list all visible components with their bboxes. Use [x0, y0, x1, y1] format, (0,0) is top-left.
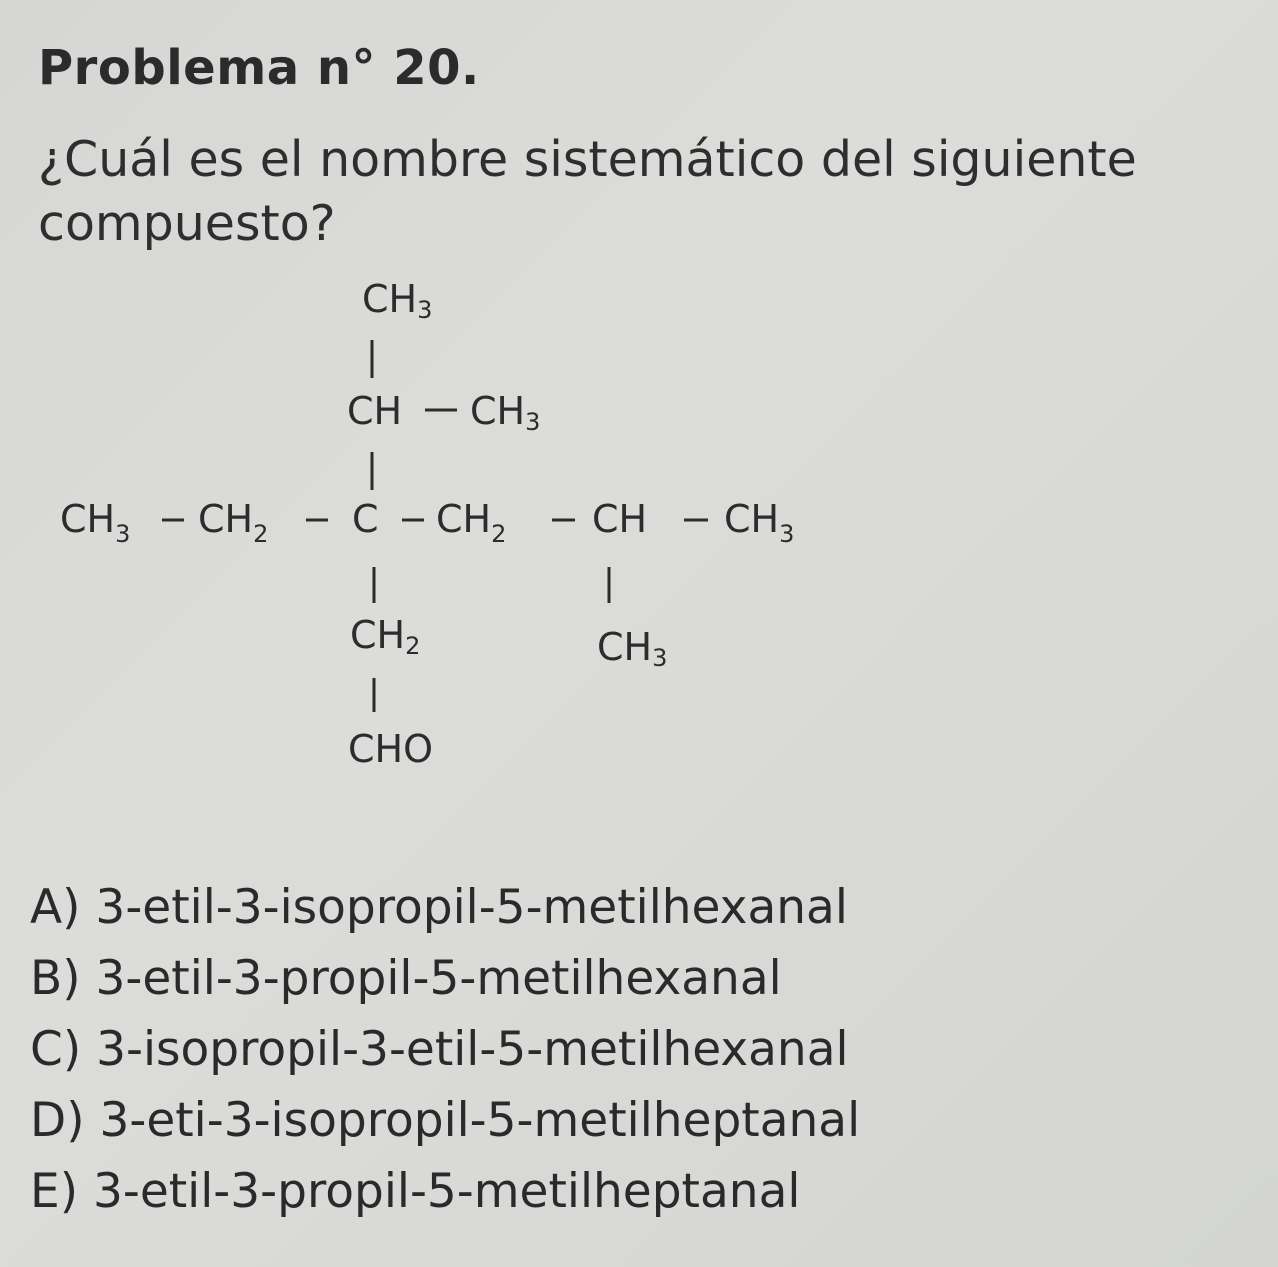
lower-ch2-group: CH2: [350, 613, 421, 660]
aldehyde-group: CHO: [348, 727, 434, 771]
option-d: D) 3-eti-3-isopropil-5-metilheptanal: [30, 1093, 861, 1148]
question-line-2: compuesto?: [38, 195, 336, 252]
problem-title: Problema n° 20.: [38, 40, 480, 96]
option-a: A) 3-etil-3-isopropil-5-metilhexanal: [30, 880, 848, 935]
main-ch2-group-b: $CH_2$: [436, 497, 507, 548]
option-c: C) 3-isopropil-3-etil-5-metilhexanal: [30, 1022, 849, 1077]
isopropyl-methyl-group: CH3: [470, 389, 541, 436]
quaternary-carbon: C: [352, 497, 379, 541]
top-methyl-group: CH3: [362, 277, 433, 324]
option-e: E) 3-etil-3-propil-5-metilheptanal: [30, 1164, 801, 1219]
main-ch3-group: $CH_3$: [60, 497, 131, 548]
main-ch2-group-a: $CH_2$: [198, 497, 269, 548]
option-b: B) 3-etil-3-propil-5-metilhexanal: [30, 951, 782, 1006]
isopropyl-ch-group: CH: [347, 389, 403, 433]
terminal-ch3-group: $CH_3$: [724, 497, 795, 548]
answer-options: [30, 872, 860, 1227]
main-ch-group: CH: [592, 497, 648, 541]
question-line-1: ¿Cuál es el nombre sistemático del siguiente: [38, 131, 1137, 188]
ch-methyl-group: CH3: [597, 625, 668, 672]
